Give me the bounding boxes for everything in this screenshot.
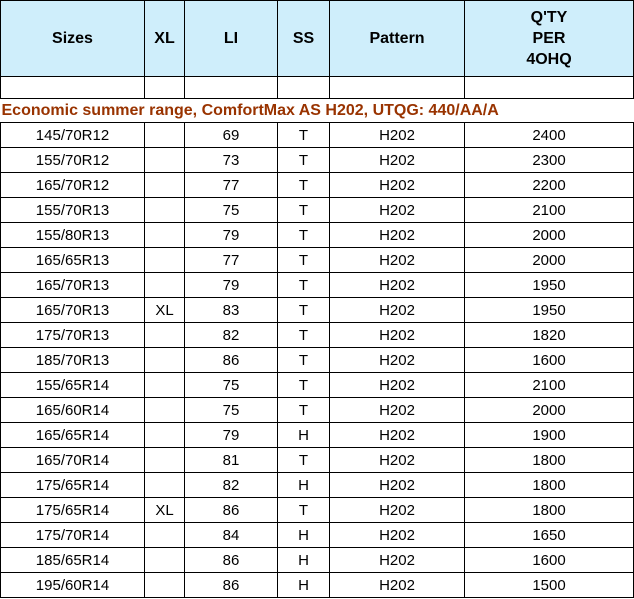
table-row: [1, 223, 634, 248]
cell-ss: H: [278, 423, 330, 448]
cell-qty: 2100: [465, 373, 634, 398]
cell-li: 82: [185, 473, 278, 498]
cell-li: 84: [185, 523, 278, 548]
cell-ss: H: [278, 523, 330, 548]
header-qty-line: 4OHQ: [526, 51, 572, 68]
cell-li: 86: [185, 498, 278, 523]
section-title: Economic summer range, ComfortMax AS H202, UTQG: 440/AA/A: [1, 101, 499, 119]
cell-pattern: H202: [330, 223, 465, 248]
header-qty-line: Q'TY: [530, 9, 568, 26]
table-row: [1, 298, 634, 323]
cell-ss: H: [278, 473, 330, 498]
cell-xl: [145, 323, 185, 348]
cell-size: 155/65R14: [1, 373, 145, 398]
cell-xl: [145, 448, 185, 473]
cell-li: 69: [185, 123, 278, 148]
cell-pattern: H202: [330, 148, 465, 173]
table-row: [1, 548, 634, 573]
table-row: [1, 123, 634, 148]
cell-qty: 1600: [465, 548, 634, 573]
cell-ss: T: [278, 173, 330, 198]
cell-size: 165/70R13: [1, 273, 145, 298]
cell-ss: T: [278, 123, 330, 148]
cell-ss: T: [278, 248, 330, 273]
cell-ss: T: [278, 298, 330, 323]
cell-size: 165/70R13: [1, 298, 145, 323]
empty-cell: [1, 77, 145, 99]
cell-ss: T: [278, 398, 330, 423]
cell-qty: 2100: [465, 198, 634, 223]
table-row: [1, 523, 634, 548]
cell-ss: T: [278, 223, 330, 248]
cell-pattern: H202: [330, 348, 465, 373]
cell-xl: [145, 523, 185, 548]
cell-size: 155/70R13: [1, 198, 145, 223]
table-row: [1, 373, 634, 398]
cell-qty: 1800: [465, 448, 634, 473]
cell-size: 165/65R14: [1, 423, 145, 448]
cell-xl: [145, 423, 185, 448]
cell-li: 79: [185, 273, 278, 298]
header-qty: [465, 1, 634, 77]
cell-size: 145/70R12: [1, 123, 145, 148]
cell-size: 165/60R14: [1, 398, 145, 423]
cell-qty: 2000: [465, 398, 634, 423]
cell-ss: H: [278, 573, 330, 598]
cell-size: 165/65R13: [1, 248, 145, 273]
header-ss: SS: [278, 1, 330, 77]
cell-ss: H: [278, 548, 330, 573]
table-row: [1, 348, 634, 373]
cell-ss: T: [278, 148, 330, 173]
empty-cell: [330, 77, 465, 99]
cell-pattern: H202: [330, 273, 465, 298]
cell-xl: [145, 198, 185, 223]
header-xl: XL: [145, 1, 185, 77]
table-row: [1, 448, 634, 473]
table-row: [1, 473, 634, 498]
cell-size: 155/70R12: [1, 148, 145, 173]
cell-xl: XL: [145, 498, 185, 523]
cell-pattern: H202: [330, 573, 465, 598]
empty-cell: [185, 77, 278, 99]
cell-size: 155/80R13: [1, 223, 145, 248]
cell-qty: 1820: [465, 323, 634, 348]
cell-pattern: H202: [330, 423, 465, 448]
cell-pattern: H202: [330, 123, 465, 148]
cell-qty: 1600: [465, 348, 634, 373]
cell-li: 82: [185, 323, 278, 348]
header-sizes: Sizes: [1, 1, 145, 77]
cell-size: 195/60R14: [1, 573, 145, 598]
cell-li: 77: [185, 173, 278, 198]
cell-xl: [145, 573, 185, 598]
cell-li: 77: [185, 248, 278, 273]
table-row: [1, 148, 634, 173]
cell-xl: [145, 173, 185, 198]
cell-pattern: H202: [330, 198, 465, 223]
cell-pattern: H202: [330, 523, 465, 548]
table-row: [1, 498, 634, 523]
cell-ss: T: [278, 448, 330, 473]
cell-li: 86: [185, 548, 278, 573]
table-row: [1, 248, 634, 273]
cell-size: 175/70R13: [1, 323, 145, 348]
cell-pattern: H202: [330, 548, 465, 573]
cell-li: 86: [185, 348, 278, 373]
empty-cell: [278, 77, 330, 99]
cell-pattern: H202: [330, 398, 465, 423]
cell-pattern: H202: [330, 473, 465, 498]
cell-qty: 2200: [465, 173, 634, 198]
cell-qty: 2300: [465, 148, 634, 173]
cell-pattern: H202: [330, 173, 465, 198]
cell-qty: 2000: [465, 248, 634, 273]
cell-qty: 1950: [465, 298, 634, 323]
cell-ss: T: [278, 323, 330, 348]
cell-pattern: H202: [330, 298, 465, 323]
header-row: [1, 1, 634, 77]
cell-xl: [145, 548, 185, 573]
empty-cell: [465, 77, 634, 99]
cell-li: 79: [185, 223, 278, 248]
cell-xl: [145, 348, 185, 373]
table-row: [1, 573, 634, 598]
cell-li: 75: [185, 398, 278, 423]
cell-size: 185/70R13: [1, 348, 145, 373]
cell-xl: XL: [145, 298, 185, 323]
cell-size: 185/65R14: [1, 548, 145, 573]
cell-size: 165/70R14: [1, 448, 145, 473]
cell-xl: [145, 248, 185, 273]
cell-qty: 1800: [465, 498, 634, 523]
cell-ss: T: [278, 273, 330, 298]
cell-li: 75: [185, 373, 278, 398]
cell-size: 165/70R12: [1, 173, 145, 198]
cell-ss: T: [278, 498, 330, 523]
table-row: [1, 173, 634, 198]
cell-pattern: H202: [330, 248, 465, 273]
empty-cell: [145, 77, 185, 99]
cell-pattern: H202: [330, 373, 465, 398]
cell-size: 175/65R14: [1, 498, 145, 523]
cell-size: 175/70R14: [1, 523, 145, 548]
cell-li: 79: [185, 423, 278, 448]
cell-qty: 2400: [465, 123, 634, 148]
header-li: LI: [185, 1, 278, 77]
cell-pattern: H202: [330, 448, 465, 473]
cell-xl: [145, 373, 185, 398]
cell-ss: T: [278, 198, 330, 223]
cell-li: 81: [185, 448, 278, 473]
table-row: [1, 398, 634, 423]
cell-xl: [145, 148, 185, 173]
cell-size: 175/65R14: [1, 473, 145, 498]
cell-qty: 1650: [465, 523, 634, 548]
cell-xl: [145, 273, 185, 298]
cell-li: 86: [185, 573, 278, 598]
header-pattern: Pattern: [330, 1, 465, 77]
cell-xl: [145, 223, 185, 248]
cell-xl: [145, 473, 185, 498]
table-body: [1, 123, 634, 598]
cell-li: 73: [185, 148, 278, 173]
cell-ss: T: [278, 373, 330, 398]
header-qty-line: PER: [532, 30, 566, 47]
table-row: [1, 323, 634, 348]
cell-xl: [145, 123, 185, 148]
cell-qty: 1900: [465, 423, 634, 448]
table-row: [1, 423, 634, 448]
section-row: [1, 99, 634, 123]
cell-qty: 1500: [465, 573, 634, 598]
spacer-row: [1, 77, 634, 99]
table-row: [1, 198, 634, 223]
cell-qty: 2000: [465, 223, 634, 248]
cell-li: 83: [185, 298, 278, 323]
cell-pattern: H202: [330, 498, 465, 523]
cell-qty: 1950: [465, 273, 634, 298]
cell-pattern: H202: [330, 323, 465, 348]
cell-ss: T: [278, 348, 330, 373]
cell-qty: 1800: [465, 473, 634, 498]
table-row: [1, 273, 634, 298]
cell-xl: [145, 398, 185, 423]
cell-li: 75: [185, 198, 278, 223]
